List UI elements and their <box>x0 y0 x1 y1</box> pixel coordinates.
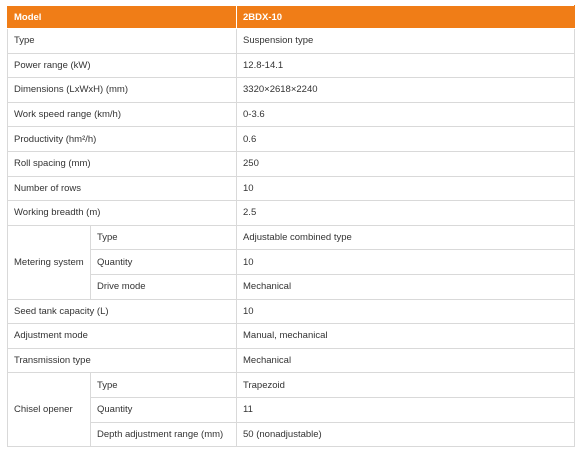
table-row <box>8 324 575 349</box>
row-value: Trapezoid <box>237 373 575 398</box>
table-row <box>8 225 575 250</box>
row-sublabel: Depth adjustment range (mm) <box>91 422 237 447</box>
chisel-opener-label: Chisel opener <box>8 373 91 447</box>
row-label: Seed tank capacity (L) <box>8 299 237 324</box>
spec-table <box>7 5 575 447</box>
table-row <box>8 299 575 324</box>
row-label: Adjustment mode <box>8 324 237 349</box>
row-label: Working breadth (m) <box>8 201 237 226</box>
spec-table-container <box>7 5 575 447</box>
table-row <box>8 176 575 201</box>
row-value: 250 <box>237 151 575 176</box>
table-row <box>8 397 575 422</box>
row-value: 10 <box>237 250 575 275</box>
row-value: 10 <box>237 299 575 324</box>
table-row <box>8 29 575 54</box>
row-value: Adjustable combined type <box>237 225 575 250</box>
table-row <box>8 373 575 398</box>
row-value: 2.5 <box>237 201 575 226</box>
table-row <box>8 78 575 103</box>
row-value: Suspension type <box>237 29 575 54</box>
row-sublabel: Drive mode <box>91 274 237 299</box>
row-label: Transmission type <box>8 348 237 373</box>
row-label: Number of rows <box>8 176 237 201</box>
row-value: Mechanical <box>237 348 575 373</box>
table-row <box>8 250 575 275</box>
row-value: 0-3.6 <box>237 102 575 127</box>
row-label: Productivity (hm²/h) <box>8 127 237 152</box>
row-value: 11 <box>237 397 575 422</box>
row-sublabel: Type <box>91 373 237 398</box>
row-value: 50 (nonadjustable) <box>237 422 575 447</box>
row-value: Mechanical <box>237 274 575 299</box>
table-row <box>8 53 575 78</box>
table-row <box>8 151 575 176</box>
row-label: Type <box>8 29 237 54</box>
header-param: Model <box>8 6 237 29</box>
table-row <box>8 348 575 373</box>
table-header-row <box>8 6 575 29</box>
table-row <box>8 201 575 226</box>
row-value: 10 <box>237 176 575 201</box>
row-label: Dimensions (LxWxH) (mm) <box>8 78 237 103</box>
table-row <box>8 422 575 447</box>
table-row <box>8 102 575 127</box>
row-label: Work speed range (km/h) <box>8 102 237 127</box>
metering-system-label: Metering system <box>8 225 91 299</box>
row-sublabel: Quantity <box>91 250 237 275</box>
header-model: 2BDX-10 <box>237 6 575 29</box>
row-value: 0.6 <box>237 127 575 152</box>
row-value: 3320×2618×2240 <box>237 78 575 103</box>
row-label: Power range (kW) <box>8 53 237 78</box>
row-sublabel: Quantity <box>91 397 237 422</box>
table-row <box>8 127 575 152</box>
row-label: Roll spacing (mm) <box>8 151 237 176</box>
table-row <box>8 274 575 299</box>
row-sublabel: Type <box>91 225 237 250</box>
row-value: 12.8-14.1 <box>237 53 575 78</box>
row-value: Manual, mechanical <box>237 324 575 349</box>
